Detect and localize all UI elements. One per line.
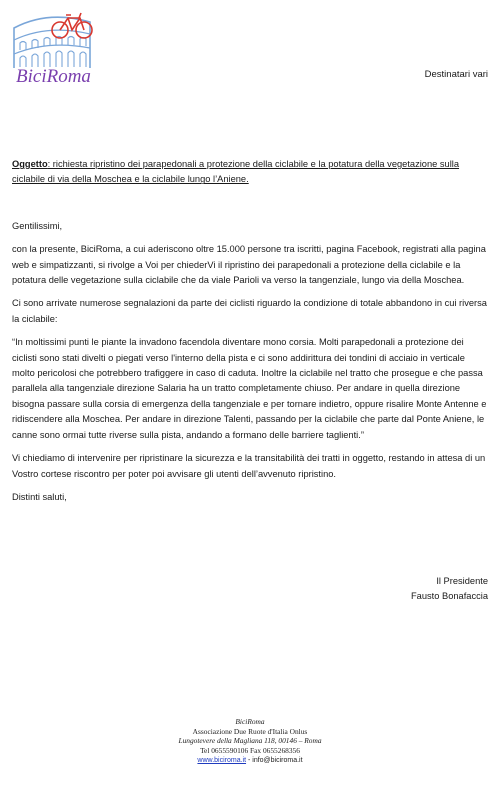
footer-association: Associazione Due Ruote d'Italia Onlus — [192, 726, 308, 736]
subject-label: Oggetto — [12, 159, 48, 169]
biciroma-logo — [8, 8, 104, 98]
footer-phone: Tel 0655590106 Fax 0655268356 — [200, 745, 300, 755]
paragraph-quote: “In moltissimi punti le piante la invadono facendola diventare mono corsia. Molti parapedonali a protezione dei ciclisti sono stati divelti o piegati verso l'interno della pista e ci sono addirittura dei tondini di acciaio in verticale molto pericolosi che potrebbero trafiggere in caso di caduta. Inoltre la ciclabile nel tratto che prosegue e che passa parallela alla tangenziale direzione Salaria ha un tratto completamente chiuso. Per andare in quella direzione bisogna passare sulla corsia di emergenza della tangenziale e per tornare indietro, oppure risalire Monte Antenne e ridiscendere alla Moschea. Per andare in direzione Talenti, passando per la ciclabile che parte dal Ponte Aniene, le canne sono ormai tutte riverse sulla pista, andando a formano delle barriere taglienti.” — [12, 337, 487, 440]
signature-name: Fausto Bonafaccia — [410, 591, 488, 602]
paragraph-request: Vi chiediamo di intervenire per ripristinare la sicurezza e la transitabilità dei tratti in oggetto, restando in attesa di un Vostro cortese riscontro per poter poi avvisare gli utenti dell’avvenuto ripristino. — [12, 453, 486, 479]
paragraph-intro: con la presente, BiciRoma, a cui aderiscono oltre 15.000 persone tra iscritti, pagina Facebook, registrati alla pagina web e simpatizzanti, si rivolge a Voi per chiederVi il ripristino dei parapedonali a protezione della ciclabile e la potatura delle vegetazione sulla ciclabile che da viale Parioli va verso la tangenziale, lungo via della Moschea. — [12, 244, 486, 286]
footer-email: - info@biciroma.it — [246, 757, 303, 765]
subject-text: : richiesta ripristino dei parapedonali a protezione della ciclabile e la potatura della vegetazione sulla ciclabile di via della Moschea e la ciclabile lungo l’Aniene. — [12, 159, 460, 185]
paragraph-reports: Ci sono arrivate numerose segnalazioni da parte dei ciclisti riguardo la condizione di totale abbandono in cui riversa la ciclabile: — [12, 298, 487, 324]
footer-address: Lungotevere della Magliana 118, 00146 – Roma — [178, 736, 322, 746]
logo-text: BiciRoma — [16, 66, 91, 87]
letterhead-footer — [0, 717, 500, 766]
recipients-label: Destinatari vari — [424, 69, 488, 80]
footer-org: BiciRoma — [235, 717, 265, 726]
greeting: Gentilissimi, — [12, 220, 63, 231]
letter-body — [12, 157, 488, 505]
closing: Distinti saluti, — [12, 491, 67, 502]
signature-block — [411, 574, 488, 605]
signature-role: Il Presidente — [436, 576, 488, 586]
subject-line — [12, 157, 488, 188]
footer-website-link[interactable]: www.biciroma.it — [197, 757, 247, 765]
